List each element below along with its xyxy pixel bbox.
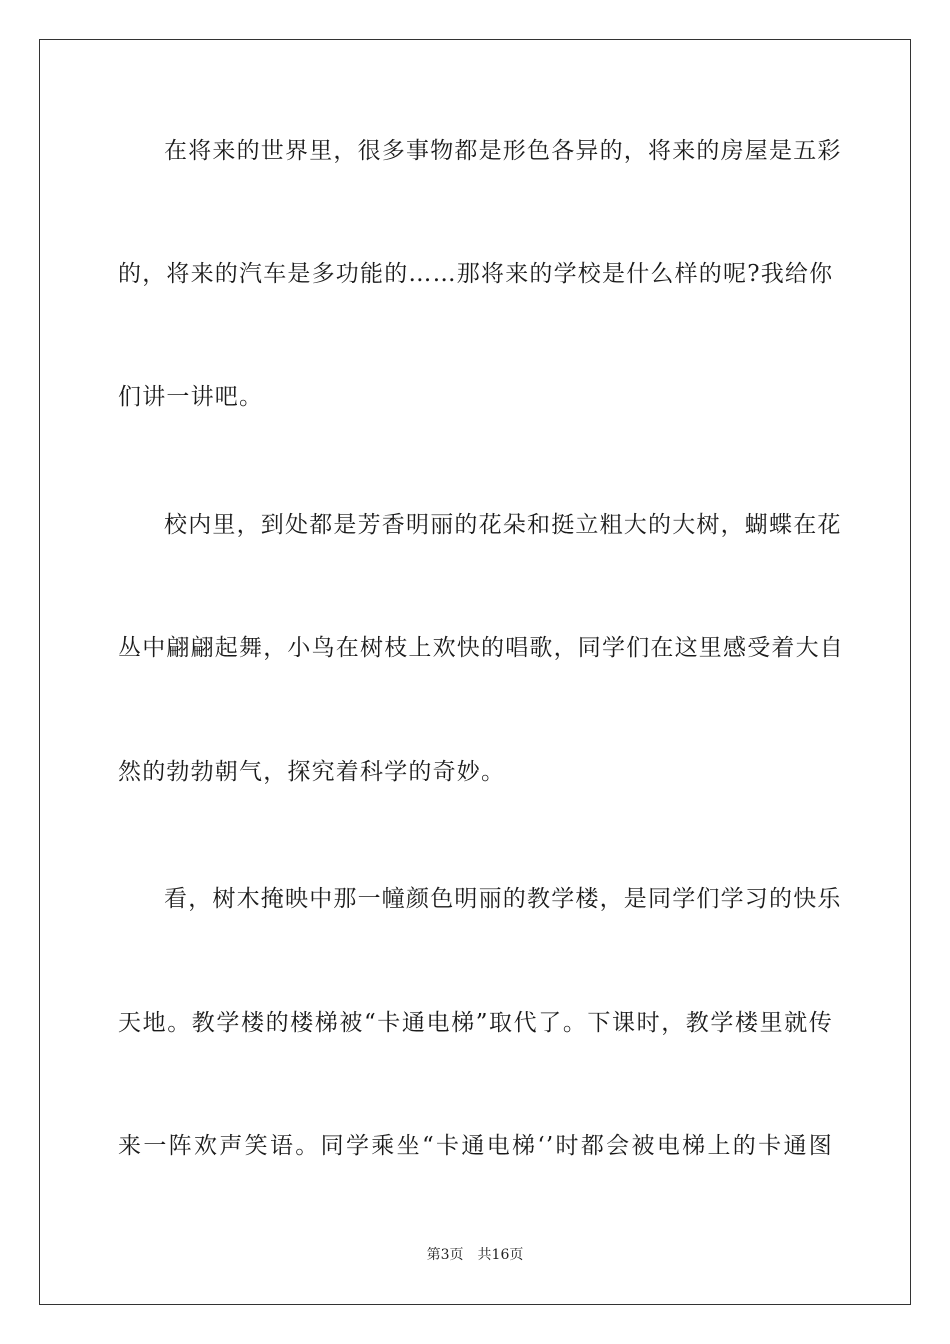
paragraph-2-line-3: 然的勃勃朝气，探究着科学的奇妙。 [118,759,506,785]
paragraph-3-line-2: 天地。教学楼的楼梯被“卡通电梯”取代了。下课时，教学楼里就传 [118,1010,833,1036]
paragraph-1-line-3: 们讲一讲吧。 [118,384,264,410]
paragraph-3-line-1: 看，树木掩映中那一幢颜色明丽的教学楼，是同学们学习的快乐 [164,886,842,912]
page-footer [0,1246,950,1264]
page-number: 第3页 [426,1247,464,1263]
paragraph-2-line-2: 丛中翩翩起舞，小鸟在树枝上欢快的唱歌，同学们在这里感受着大自 [118,635,844,661]
paragraph-1-line-2: 的，将来的汽车是多功能的……那将来的学校是什么样的呢?我给你 [118,261,834,287]
page-total: 共16页 [477,1247,524,1263]
paragraph-3-line-3: 来一阵欢声笑语。同学乘坐“卡通电梯‘’时都会被电梯上的卡通图 [118,1133,833,1159]
paragraph-1-line-1: 在将来的世界里，很多事物都是形色各异的，将来的房屋是五彩 [164,138,842,164]
paragraph-2-line-1: 校内里，到处都是芳香明丽的花朵和挺立粗大的大树，蝴蝶在花 [164,512,842,538]
page-frame [39,39,911,1305]
